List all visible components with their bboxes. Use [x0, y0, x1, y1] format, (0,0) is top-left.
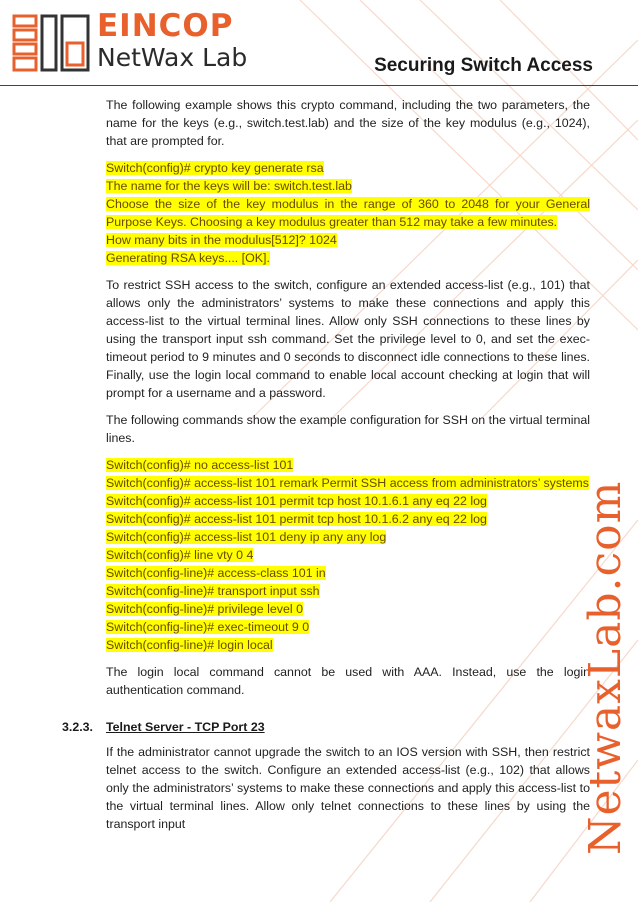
code-line: Switch(config)# line vty 0 4	[106, 548, 254, 562]
code-line: Switch(config)# access-list 101 remark Permit SSH access from administrators’ systems	[106, 476, 589, 490]
code-block-crypto	[106, 159, 590, 267]
code-line: Switch(config)# access-list 101 permit tcp host 10.1.6.1 any eq 22 log	[106, 494, 487, 508]
paragraph-telnet: If the administrator cannot upgrade the switch to an IOS version with SSH, then restrict telnet access to the switch. Configure an extended access-list (e.g., 102) that allows only the administrators’ systems to make these connections and apply this access-list to the virtual terminal lines. Allow only telnet connections to these lines by using the transport input	[106, 745, 590, 831]
brand-name: EINCOP	[97, 8, 234, 44]
code-line: How many bits in the modulus[512]? 1024	[106, 233, 337, 247]
chapter-title: Securing Switch Access	[374, 55, 593, 76]
code-line: The name for the keys will be: switch.test.lab	[106, 179, 352, 193]
paragraph-aaa-note: The login local command cannot be used with AAA. Instead, use the login authentication command.	[106, 665, 590, 697]
code-block-ssh	[106, 456, 590, 654]
main-content	[106, 96, 590, 708]
paragraph-intro: The following example shows this crypto command, including the two parameters, the name for the keys (e.g., switch.test.lab) and the size of the key modulus (e.g., 1024), that are prompted for.	[106, 98, 590, 148]
header-divider	[0, 85, 638, 86]
code-line: Switch(config-line)# privilege level 0	[106, 602, 303, 616]
code-line: Switch(config)# access-list 101 deny ip any any log	[106, 530, 387, 544]
code-line: Switch(config)# crypto key generate rsa	[106, 161, 324, 175]
paragraph-restrict-ssh: To restrict SSH access to the switch, configure an extended access-list (e.g., 101) that allows only the administrators’ systems to make these connections and apply this access-list to the virtual terminal lines. Allow only SSH connections to these lines by using the transport input ssh command. Set the privilege level to 0, and set the exec-timeout period to 9 minutes and 0 seconds to disconnect idle connections to these lines. Finally, use the login local command to enable local account checking at login that will prompt for a username and a password.	[106, 278, 590, 400]
watermark: NetwaxLab.com	[580, 480, 631, 855]
code-line: Switch(config-line)# login local	[106, 638, 273, 652]
section-content	[106, 743, 590, 842]
section-number: 3.2.3.	[62, 720, 94, 734]
section-heading	[62, 720, 265, 734]
code-line: Switch(config-line)# transport input ssh	[106, 584, 320, 598]
code-line: Choose the size of the key modulus in the range of 360 to 2048 for your General Purpose Keys. Choosing a key modulus greater than 512 may take a few minutes.	[106, 197, 590, 229]
paragraph-ssh-commands: The following commands show the example configuration for SSH on the virtual terminal lines.	[106, 413, 590, 445]
section-title: Telnet Server - TCP Port 23	[106, 720, 265, 734]
code-line: Switch(config)# access-list 101 permit tcp host 10.1.6.2 any eq 22 log	[106, 512, 487, 526]
brand-subtitle: NetWax Lab	[97, 43, 248, 72]
code-line: Switch(config-line)# access-class 101 in	[106, 566, 326, 580]
code-line: Switch(config)# no access-list 101	[106, 458, 294, 472]
code-line: Switch(config-line)# exec-timeout 9 0	[106, 620, 310, 634]
code-line: Generating RSA keys.... [OK].	[106, 251, 270, 265]
eincop-logo-icon	[12, 13, 92, 75]
